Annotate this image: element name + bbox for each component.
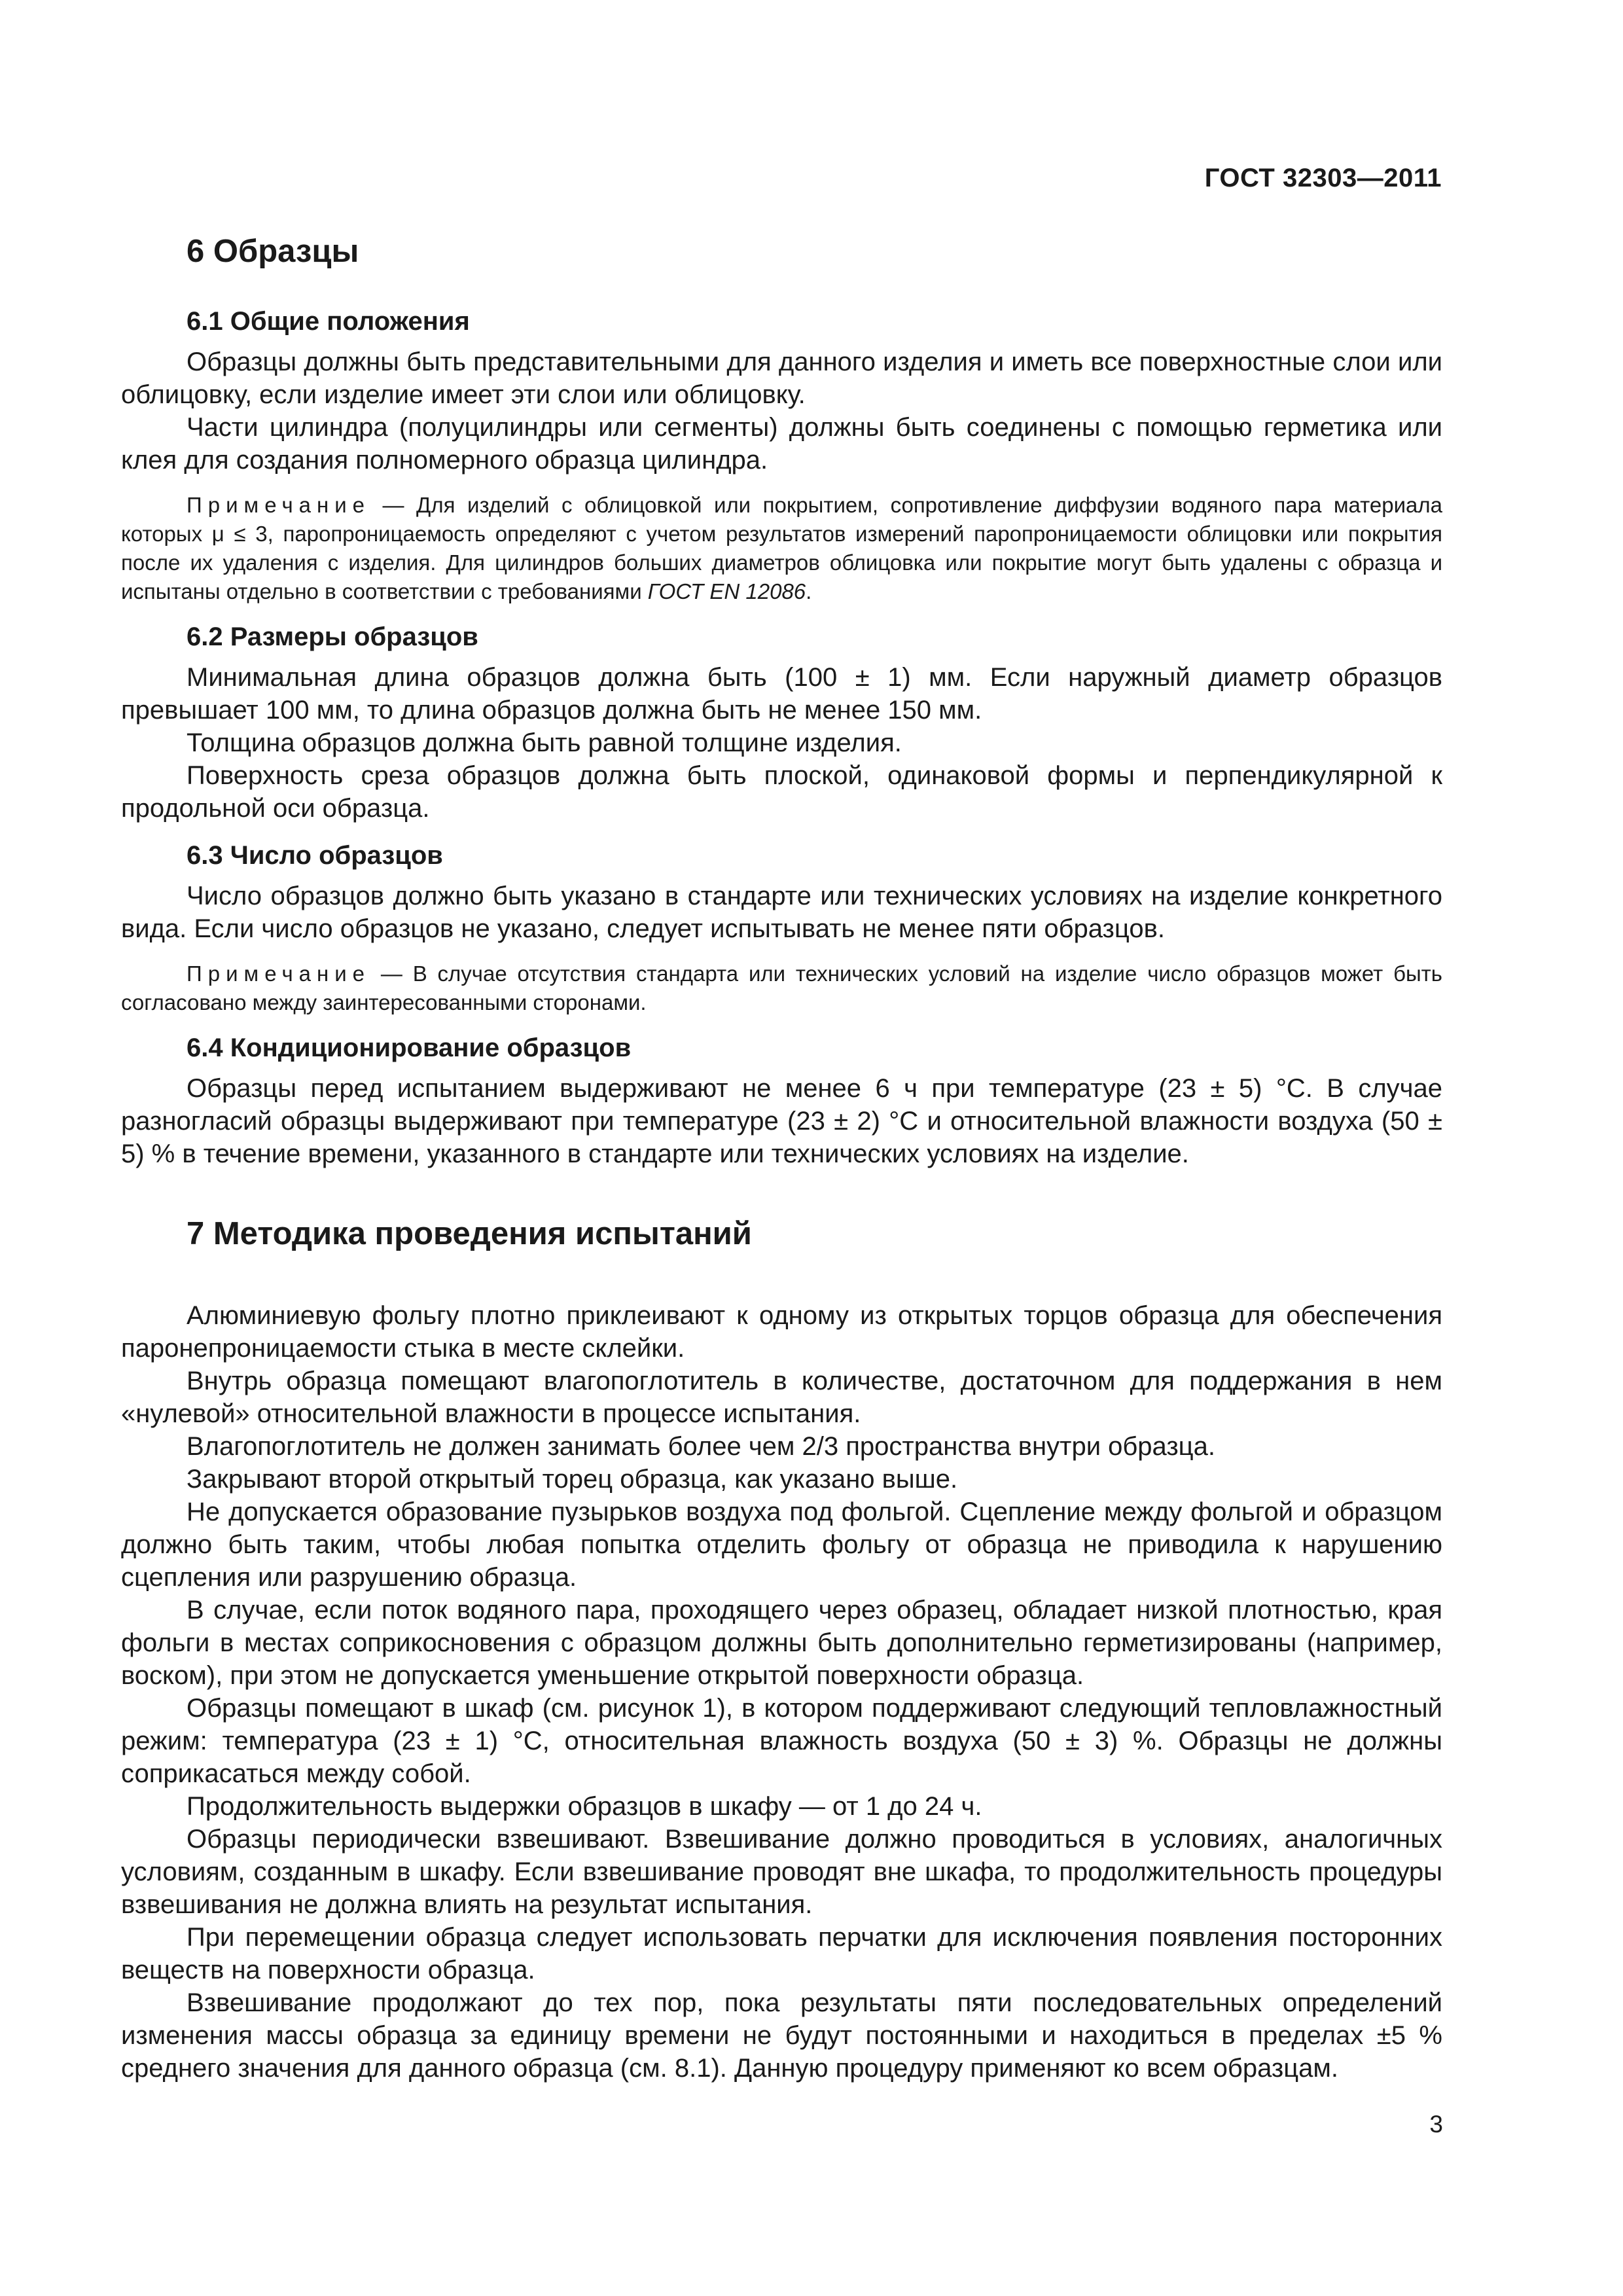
paragraph: Части цилиндра (полуцилиндры или сегменты) должны быть соединены с помощью герметика или клея для создания полномерного образца цилиндра. — [121, 412, 1442, 475]
paragraph: Толщина образцов должна быть равной толщине изделия. — [187, 728, 902, 757]
page-number: 3 — [1429, 2111, 1443, 2138]
paragraph: Продолжительность выдержки образцов в шкафу — от 1 до 24 ч. — [187, 1791, 982, 1821]
note-text: — В случае отсутствия стандарта или технических условий на изделие число образцов может быть согласовано между заинтересованными сторонами. — [121, 961, 1442, 1014]
paragraph: Закрывают второй открытый торец образца, как указано выше. — [187, 1464, 958, 1494]
note-label: Примечание — [187, 492, 371, 517]
paragraph: Алюминиевую фольгу плотно приклеивают к одному из открытых торцов образца для обеспечения паронепроницаемости стыка в месте склейки. — [121, 1300, 1442, 1363]
note-end: . — [806, 579, 812, 603]
subsection-6-1 — [121, 305, 1442, 606]
paragraph: Влагопоглотитель не должен занимать более чем 2/3 пространства внутри образца. — [187, 1431, 1215, 1461]
note-label: Примечание — [187, 961, 371, 986]
paragraph: Образцы помещают в шкаф (см. рисунок 1), в котором поддерживают следующий тепловлажностный режим: температура (23 ± 1) °С, относительная влажность воздуха (50 ± 3) %. Образцы не должны соприкасаться между собой. — [121, 1693, 1442, 1788]
section-7-title: 7 Методика проведения испытаний — [187, 1215, 752, 1251]
note — [121, 491, 1442, 606]
paragraph: Образцы периодически взвешивают. Взвешивание должно проводиться в условиях, аналогичных условиям, созданным в шкафу. Если взвешивание проводят вне шкафа, то продолжительность процедуры взвешивания не должна влиять на результат испытания. — [121, 1824, 1442, 1919]
paragraph: Взвешивание продолжают до тех пор, пока результаты пяти последовательных определений изменения массы образца за единицу времени не будут постоянными и находиться в пределах ±5 % среднего значения для данного образца (см. 8.1). Данную процедуру применяют ко всем образцам. — [121, 1988, 1442, 2083]
paragraph: В случае, если поток водяного пара, проходящего через образец, обладает низкой плотностью, края фольги в местах соприкосновения с образцом должны быть дополнительно герметизированы (например, воском), при этом не допускается уменьшение открытой поверхности образца. — [121, 1595, 1442, 1690]
paragraph: Число образцов должно быть указано в стандарте или технических условиях на изделие конкретного вида. Если число образцов не указано, следует испытывать не менее пяти образцов. — [121, 881, 1442, 943]
note-text: — Для изделий с облицовкой или покрытием, сопротивление диффузии водяного пара материала которых μ ≤ 3, паропроницаемость определяют с учетом результатов измерений паропроницаемости облицовки или покрытия после их удаления с изделия. Для цилиндров больших диаметров облицовка или покрытие могут быть удалены с образца и испытаны отдельно в соответствии с требованиями — [121, 492, 1442, 603]
document-code: ГОСТ 32303—2011 — [1204, 164, 1442, 192]
paragraph: Образцы перед испытанием выдерживают не менее 6 ч при температуре (23 ± 5) °С. В случае разногласий образцы выдерживают при температуре (23 ± 2) °С и относительной влажности воздуха (50 ± 5) % в течение времени, указанного в стандарте или технических условиях на изделие. — [121, 1073, 1442, 1168]
subsection-6-4-title: 6.4 Кондиционирование образцов — [187, 1033, 632, 1062]
paragraph: Минимальная длина образцов должна быть (100 ± 1) мм. Если наружный диаметр образцов превышает 100 мм, то длина образцов должна быть не менее 150 мм. — [121, 662, 1442, 725]
paragraph: Поверхность среза образцов должна быть плоской, одинаковой формы и перпендикулярной к продольной оси образца. — [121, 761, 1442, 823]
standard-reference: ГОСТ EN 12086 — [647, 579, 806, 603]
subsection-6-2-title: 6.2 Размеры образцов — [187, 622, 478, 651]
paragraph: Не допускается образование пузырьков воздуха под фольгой. Сцепление между фольгой и образцом должно быть таким, чтобы любая попытка отделить фольгу от образца не приводила к нарушению сцепления или разрушению образца. — [121, 1497, 1442, 1592]
subsection-6-3-title: 6.3 Число образцов — [187, 840, 443, 870]
paragraph: При перемещении образца следует использовать перчатки для исключения появления посторонних веществ на поверхности образца. — [121, 1922, 1442, 1984]
subsection-6-3 — [121, 839, 1442, 1017]
subsection-6-2 — [121, 620, 1442, 825]
page-content — [121, 232, 1442, 2085]
paragraph: Внутрь образца помещают влагопоглотитель в количестве, достаточном для поддержания в нем «нулевой» относительной влажности в процессе испытания. — [121, 1366, 1442, 1428]
subsection-6-1-title: 6.1 Общие положения — [187, 306, 470, 336]
subsection-6-4 — [121, 1031, 1442, 1170]
note — [121, 960, 1442, 1017]
section-7-body — [121, 1299, 1442, 2085]
section-6-title: 6 Образцы — [187, 234, 359, 269]
paragraph: Образцы должны быть представительными для данного изделия и иметь все поверхностные слои или облицовку, если изделие имеет эти слои или облицовку. — [121, 347, 1442, 409]
